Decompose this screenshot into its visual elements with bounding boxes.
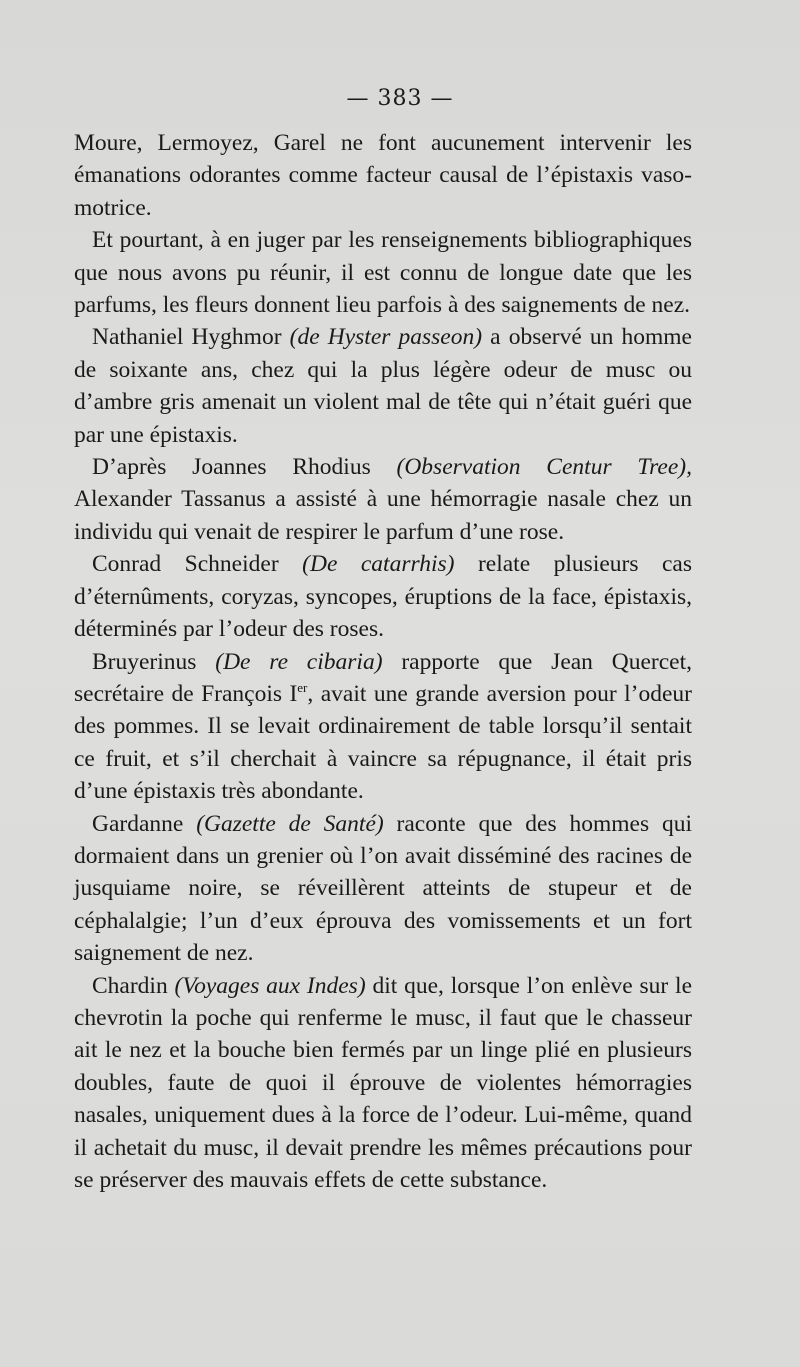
text-run: Nathaniel Hyghmor bbox=[92, 324, 290, 351]
paragraph bbox=[74, 224, 692, 321]
text-run: Gardanne bbox=[92, 810, 197, 837]
citation-title: (De catarrhis) bbox=[302, 551, 455, 578]
paragraph bbox=[74, 451, 692, 548]
text-run: Chardin bbox=[92, 972, 175, 999]
page-number: — 383 — bbox=[346, 86, 454, 111]
body-text bbox=[74, 127, 692, 1196]
text-run: dit que, lorsque l’on enlève sur le chevrotin la poche qui renferme le musc, il faut que le chasseur ait le nez et la bouche bien fermés par un linge plié en plusieurs doubles, faute de quoi il éprouve de violentes hémorragies nasales, uniquement dues à la force de l’odeur. Lui-même, quand il achetait du musc, il devait prendre les mêmes précautions pour se préserver des mauvais effets de cette substance. bbox=[74, 972, 692, 1193]
paragraph bbox=[74, 548, 692, 645]
citation-title: (Observation Centur Tree), bbox=[396, 454, 692, 481]
text-run: Bruyerinus bbox=[92, 648, 216, 675]
text-run: Et pourtant, à en juger par les renseignements bibliographiques que nous avons pu réunir, il est connu de longue date que les parfums, les fleurs donnent lieu parfois à des saignements de nez. bbox=[74, 227, 692, 319]
text-run: D’après Joannes Rhodius bbox=[92, 454, 397, 481]
text-run: Conrad Schneider bbox=[92, 551, 303, 578]
text-run: Alexander Tassanus a assisté à une hémorragie nasale chez un individu qui venait de respirer le parfum d’une rose. bbox=[74, 486, 692, 545]
text-run: Moure, Lermoyez, Garel ne font aucunement intervenir les émanations odorantes comme facteur causal de l’épistaxis vaso-motrice. bbox=[74, 130, 692, 221]
text-run: rapporte que Jean Quercet, secrétaire de François I bbox=[74, 648, 692, 707]
paragraph bbox=[74, 970, 692, 1197]
text-run: raconte que des hommes qui dormaient dans un grenier où l’on avait disséminé des racines de jusquiame noire, se réveillèrent atteints de stupeur et de céphalalgie; l’un d’eux éprouva des vomissements et un fort saignement de nez. bbox=[74, 810, 692, 967]
paragraph bbox=[74, 646, 692, 808]
citation-title: (Gazette de Santé) bbox=[196, 810, 384, 837]
citation-title: (De re cibaria) bbox=[215, 648, 383, 675]
citation-title: (Voyages aux Indes) bbox=[174, 972, 366, 999]
text-run: relate plusieurs cas d’éternûments, coryzas, syncopes, éruptions de la face, épistaxis, déterminés par l’odeur des roses. bbox=[74, 551, 692, 643]
paragraph bbox=[74, 808, 692, 970]
paragraph bbox=[74, 127, 692, 224]
text-run: , avait une grande aversion pour l’odeur des pommes. Il se levait ordinairement de table lorsqu’il sentait ce fruit, et s’il cherchait à vaincre sa répugnance, il était pris d’une épistaxis très abondante. bbox=[74, 680, 692, 805]
text-run: a observé un homme de soixante ans, chez qui la plus légère odeur de musc ou d’ambre gris amenait un violent mal de tête qui n’était guéri que par une épistaxis. bbox=[74, 324, 692, 448]
citation-title: (de Hyster passeon) bbox=[289, 324, 483, 351]
superscript: er bbox=[297, 680, 308, 696]
paragraph bbox=[74, 321, 692, 451]
